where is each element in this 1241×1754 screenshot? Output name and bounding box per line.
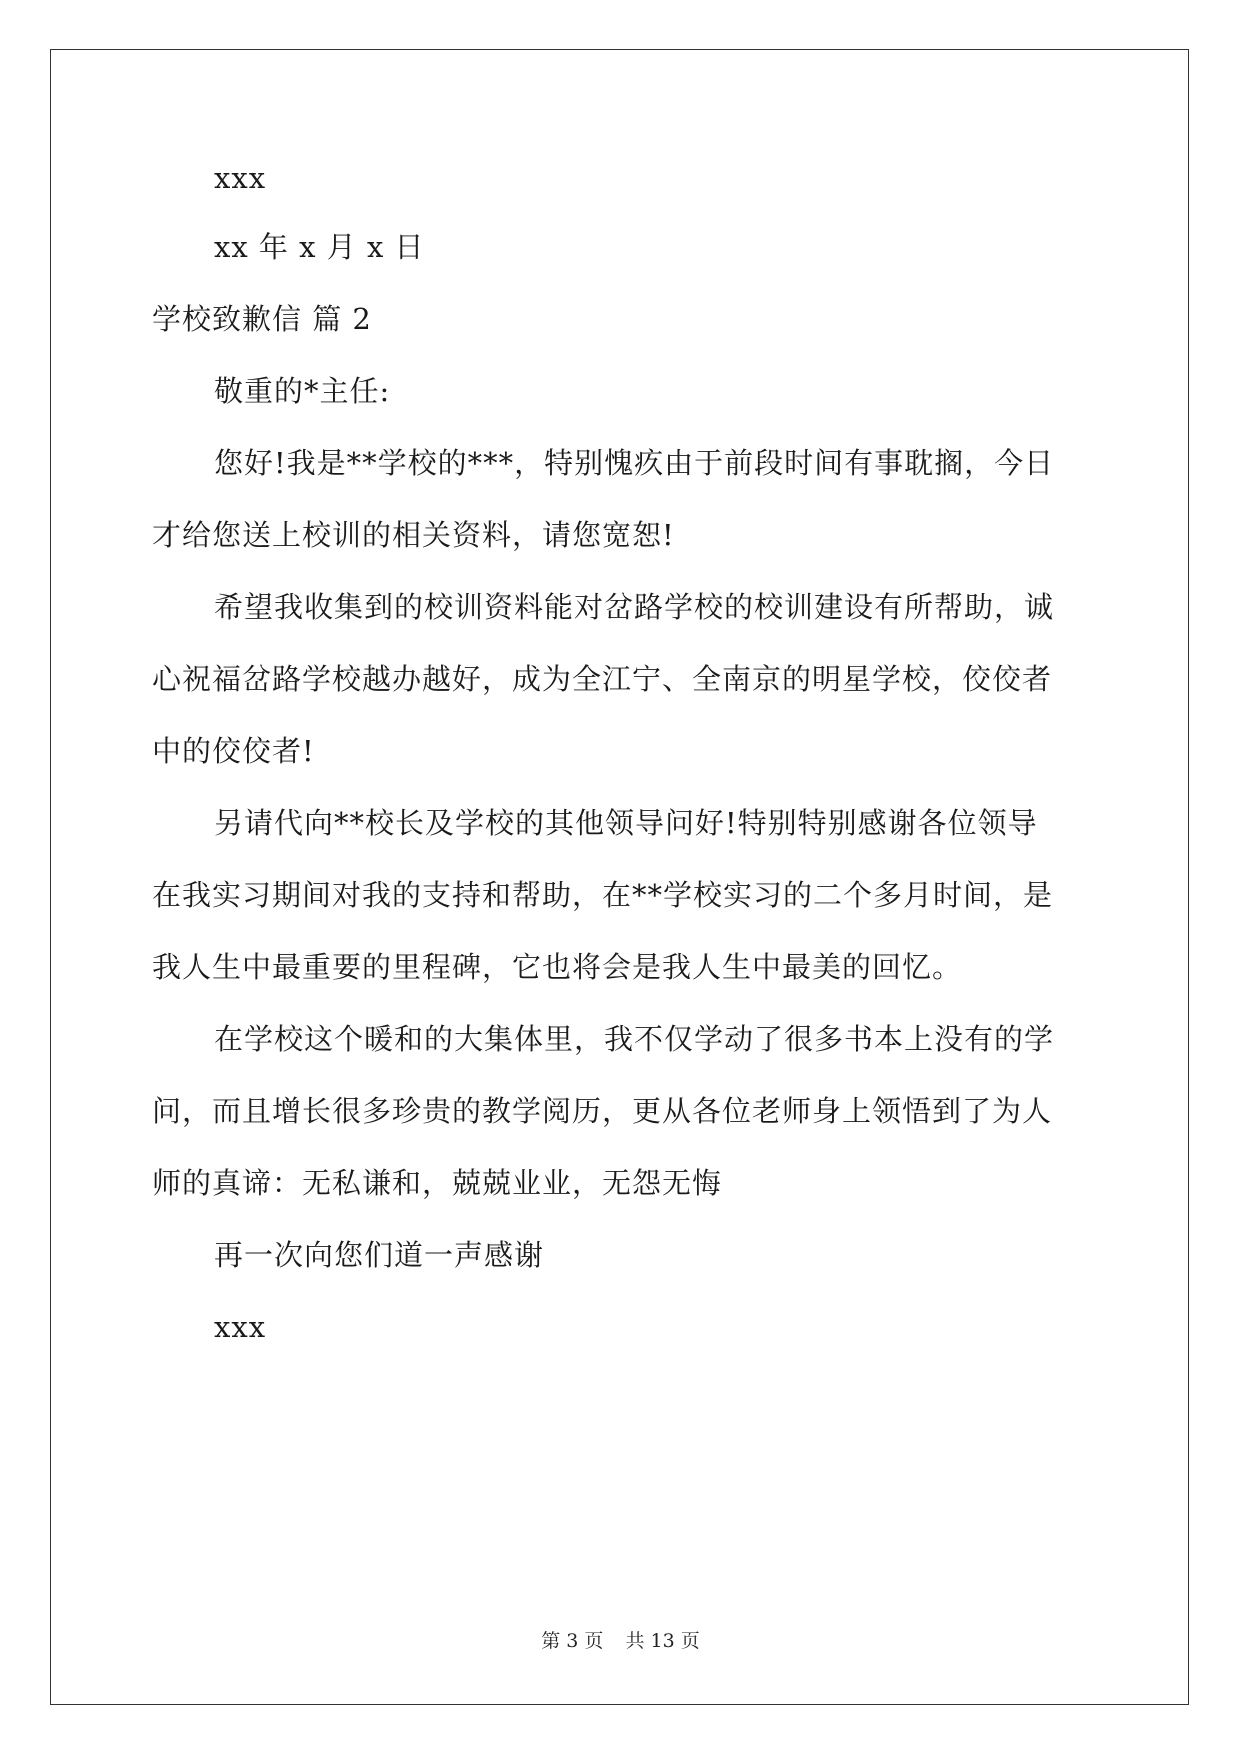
section-heading: 学校致歉信 篇 2: [152, 302, 372, 336]
paragraph-2-line-3: 中的佼佼者!: [152, 734, 315, 768]
closing-line: 再一次向您们道一声感谢: [214, 1238, 545, 1272]
paragraph-3-line-3: 我人生中最重要的里程碑，它也将会是我人生中最美的回忆。: [152, 950, 963, 984]
paragraph-3-line-2: 在我实习期间对我的支持和帮助，在**学校实习的二个多月时间，是: [152, 878, 1054, 912]
paragraph-1-line-1: 您好!我是**学校的***，特别愧疚由于前段时间有事耽搁，今日: [214, 446, 1055, 480]
paragraph-1-line-2: 才给您送上校训的相关资料，请您宽恕!: [152, 518, 675, 552]
paragraph-4-line-2: 问，而且增长很多珍贵的教学阅历，更从各位老师身上领悟到了为人: [152, 1094, 1053, 1128]
paragraph-2-line-2: 心祝福岔路学校越办越好，成为全江宁、全南京的明星学校，佼佼者: [152, 662, 1053, 696]
page-total: 共 13 页: [625, 1630, 700, 1652]
paragraph-3-line-1: 另请代向**校长及学校的其他领导问好!特别特别感谢各位领导: [214, 806, 1038, 840]
signature-top: xxx: [214, 161, 267, 195]
paragraph-4-line-1: 在学校这个暖和的大集体里，我不仅学动了很多书本上没有的学: [214, 1022, 1055, 1056]
signature-bottom: xxx: [214, 1310, 267, 1344]
page-footer: [0, 1626, 1241, 1653]
paragraph-4-line-3: 师的真谛：无私谦和，兢兢业业，无怨无悔: [152, 1166, 723, 1200]
date-line: xx 年 x 月 x 日: [214, 230, 425, 264]
page-number: 第 3 页: [541, 1630, 604, 1652]
salutation: 敬重的*主任:: [214, 374, 391, 408]
paragraph-2-line-1: 希望我收集到的校训资料能对岔路学校的校训建设有所帮助，诚: [214, 590, 1055, 624]
